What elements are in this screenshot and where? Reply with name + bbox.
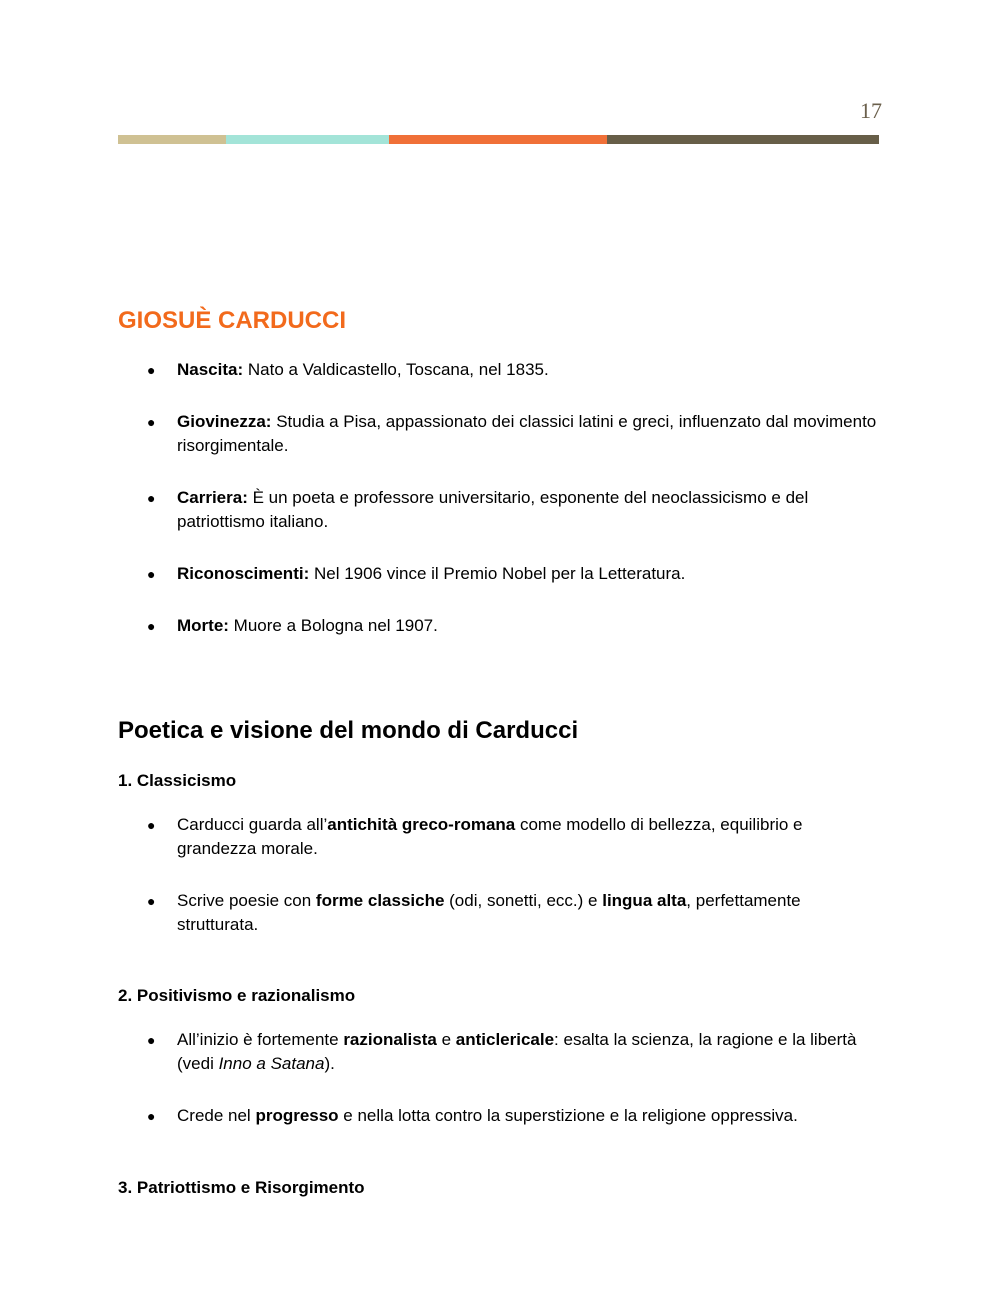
decorative-color-bar xyxy=(118,135,879,144)
bullet-icon: ● xyxy=(147,618,156,634)
item-text: All’inizio è fortemente xyxy=(177,1030,344,1049)
classicismo-list xyxy=(118,813,878,965)
item-text: (odi, sonetti, ecc.) e xyxy=(444,891,603,910)
item-bold: anticlericale xyxy=(455,1030,555,1049)
item-italic: Inno a Satana xyxy=(218,1054,325,1073)
item-text: Scrive poesie con xyxy=(177,891,316,910)
item-text: e xyxy=(436,1030,456,1049)
color-bar-segment-2 xyxy=(226,135,389,144)
item-text: Muore a Bologna nel 1907. xyxy=(228,616,438,635)
item-label: Carriera: xyxy=(177,488,248,507)
list-item xyxy=(118,410,878,458)
bullet-icon: ● xyxy=(147,893,156,909)
item-label: Riconoscimenti: xyxy=(177,564,310,583)
item-text: : esalta la scienza, la ragione e la libertà (vedi xyxy=(177,1030,857,1073)
list-item xyxy=(118,562,878,586)
item-text: come modello di bellezza, equilibrio e grandezza morale. xyxy=(177,815,803,858)
list-item xyxy=(118,1028,878,1076)
item-text: Nato a Valdicastello, Toscana, nel 1835. xyxy=(243,360,549,379)
subheading-classicismo: 1. Classicismo xyxy=(118,771,237,790)
biography-list xyxy=(118,358,878,666)
list-item xyxy=(118,358,878,382)
item-label: Giovinezza: xyxy=(177,412,272,431)
list-item xyxy=(118,813,878,861)
item-text: Crede nel xyxy=(177,1106,256,1125)
section-title: GIOSUÈ CARDUCCI xyxy=(118,307,347,334)
page-number: 17 xyxy=(860,98,882,123)
bullet-icon: ● xyxy=(147,566,156,582)
subheading-positivismo: 2. Positivismo e razionalismo xyxy=(118,986,356,1005)
list-item xyxy=(118,889,878,937)
bullet-icon: ● xyxy=(147,490,156,506)
list-item xyxy=(118,614,878,638)
item-text: È un poeta e professore universitario, esponente del neoclassicismo e del patriottismo italiano. xyxy=(177,488,809,531)
color-bar-segment-1 xyxy=(118,135,226,144)
list-item xyxy=(118,486,878,534)
item-text: ). xyxy=(324,1054,335,1073)
item-bold: antichità greco-romana xyxy=(327,815,516,834)
positivismo-list xyxy=(118,1028,878,1156)
item-label: Morte: xyxy=(177,616,229,635)
item-text: Studia a Pisa, appassionato dei classici latini e greci, influenzato dal movimento risorgimentale. xyxy=(177,412,877,455)
bullet-icon: ● xyxy=(147,1108,156,1124)
subheading-patriottismo: 3. Patriottismo e Risorgimento xyxy=(118,1178,365,1197)
item-text: Carducci guarda all’ xyxy=(177,815,328,834)
item-bold: razionalista xyxy=(343,1030,437,1049)
item-text: Nel 1906 vince il Premio Nobel per la Letteratura. xyxy=(309,564,686,583)
item-bold: progresso xyxy=(255,1106,339,1125)
color-bar-segment-4 xyxy=(607,135,879,144)
color-bar-segment-3 xyxy=(389,135,607,144)
item-bold: forme classiche xyxy=(315,891,445,910)
bullet-icon: ● xyxy=(147,1032,156,1048)
item-text: , perfettamente strutturata. xyxy=(177,891,801,934)
item-bold: lingua alta xyxy=(602,891,687,910)
list-item xyxy=(118,1104,878,1128)
item-text: e nella lotta contro la superstizione e la religione oppressiva. xyxy=(338,1106,798,1125)
bullet-icon: ● xyxy=(147,414,156,430)
poetica-heading: Poetica e visione del mondo di Carducci xyxy=(118,717,579,744)
bullet-icon: ● xyxy=(147,362,156,378)
item-label: Nascita: xyxy=(177,360,244,379)
bullet-icon: ● xyxy=(147,817,156,833)
